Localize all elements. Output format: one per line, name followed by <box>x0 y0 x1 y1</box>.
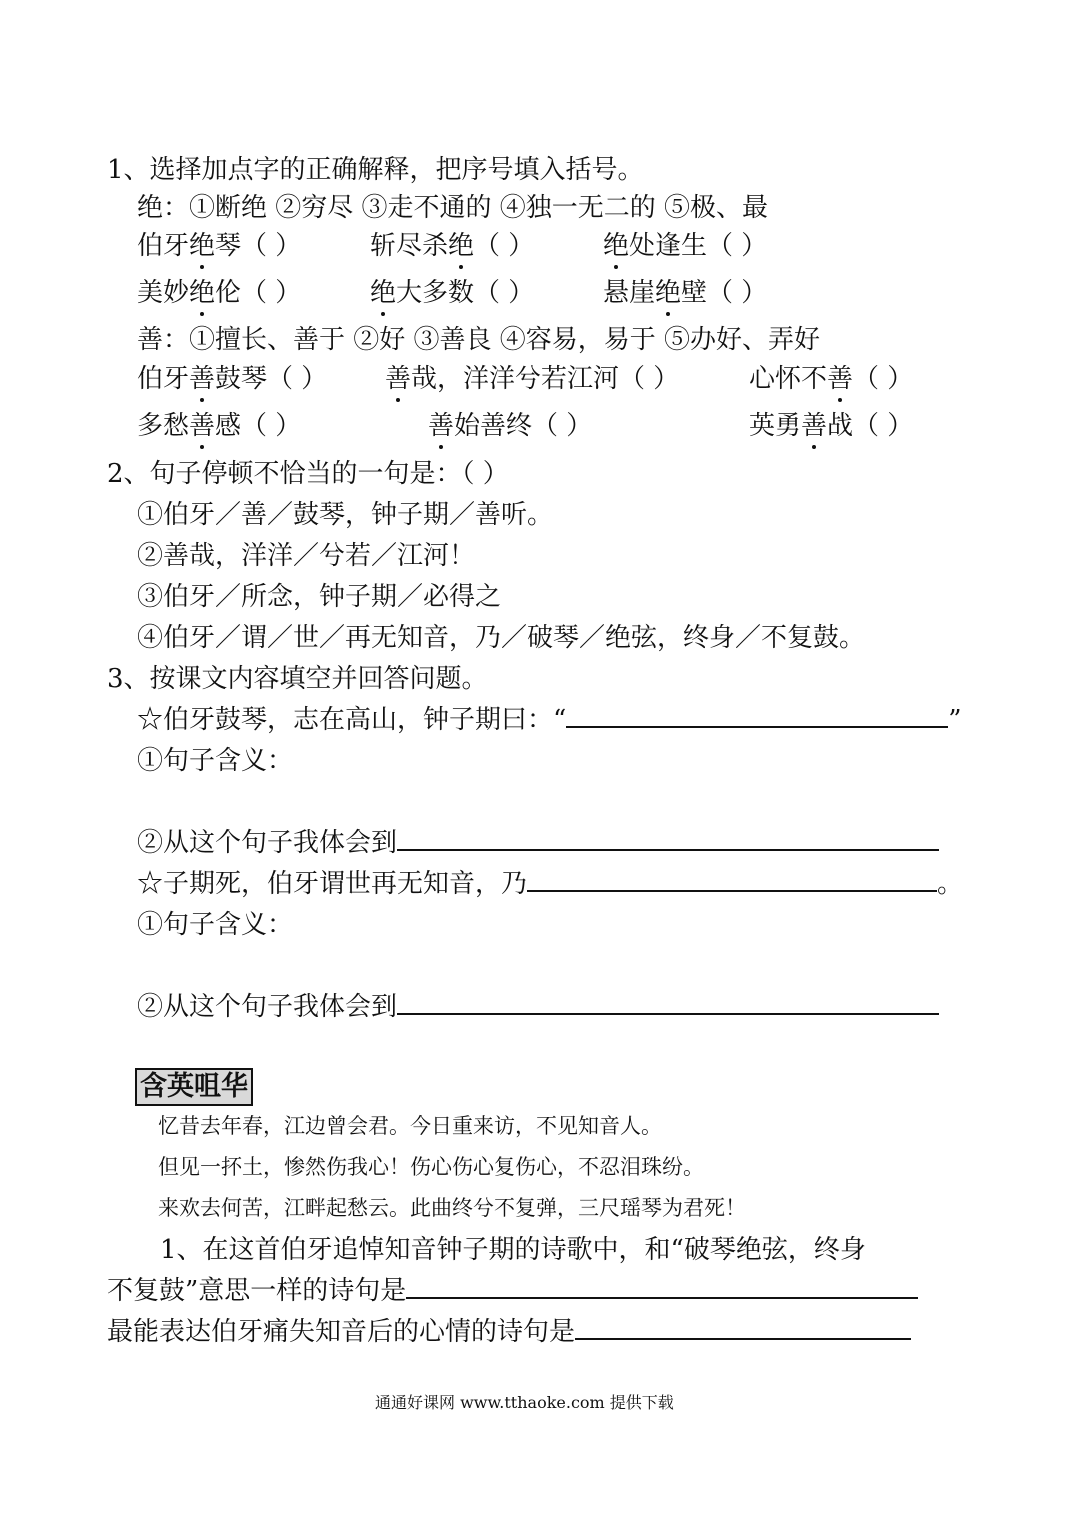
jue-definitions: 绝：①断绝 ②穷尽 ③走不通的 ④独一无二的 ⑤极、最 <box>137 193 769 223</box>
shan-item-2: 善哉，洋洋兮若江河（ ） <box>385 364 680 394</box>
section-q1-line-1: 1、在这首伯牙追悼知音钟子期的诗歌中，和“破琴绝弦，终身 <box>160 1235 866 1265</box>
poem-line-1: 忆昔去年春，江边曾会君。今日重来访，不见知音人。 <box>158 1114 662 1138</box>
poem-line-3: 来欢去何苦，江畔起愁云。此曲终兮不复弹，三尺瑶琴为君死！ <box>158 1196 746 1220</box>
q3-sentence-2: ☆子期死，伯牙谓世再无知音，乃 。 <box>137 869 964 899</box>
answer-blank[interactable] <box>527 870 937 892</box>
answer-blank[interactable] <box>575 1318 911 1340</box>
answer-blank[interactable] <box>397 829 939 851</box>
shan-item-6: 英勇善战（ ） <box>749 411 914 441</box>
jue-item-2: 斩尽杀绝（ ） <box>370 231 535 261</box>
shan-item-3: 心怀不善（ ） <box>749 364 914 394</box>
answer-blank[interactable] <box>397 993 939 1015</box>
q3-meaning-label-2: ①句子含义： <box>137 910 294 940</box>
q1-heading: 1、选择加点字的正确解释，把序号填入括号。 <box>107 155 644 185</box>
section-q1-line-3: 最能表达伯牙痛失知音后的心情的诗句是 <box>107 1315 911 1349</box>
q2-option-2: ②善哉，洋洋／兮若／江河！ <box>137 541 476 571</box>
shan-definitions: 善：①擅长、善于 ②好 ③善良 ④容易，易于 ⑤办好、弄好 <box>137 325 821 355</box>
shan-item-5: 善始善终（ ） <box>428 411 593 441</box>
jue-item-5: 绝大多数（ ） <box>370 278 535 308</box>
shan-item-4: 多愁善感（ ） <box>137 411 302 441</box>
jue-item-4: 美妙绝伦（ ） <box>137 278 302 308</box>
q2-option-3: ③伯牙／所念，钟子期／必得之 <box>137 582 502 612</box>
answer-blank[interactable] <box>566 706 948 728</box>
q2-heading: 2、句子停顿不恰当的一句是：（ ） <box>107 459 509 489</box>
q3-heading: 3、按课文内容填空并回答问题。 <box>107 664 488 694</box>
section-q1-line-2: 不复鼓”意思一样的诗句是 <box>107 1274 918 1308</box>
page-footer: 通通好课网 www.tthaoke.com 提供下载 <box>375 1393 674 1412</box>
shan-item-1: 伯牙善鼓琴（ ） <box>137 364 328 394</box>
answer-blank[interactable] <box>406 1277 918 1299</box>
section-title: 含英咀华 <box>135 1068 253 1106</box>
q2-option-4: ④伯牙／谓／世／再无知音，乃／破琴／绝弦，终身／不复鼓。 <box>137 623 866 653</box>
q3-sentence-1: ☆伯牙鼓琴，志在高山，钟子期曰：“ ” <box>137 705 962 735</box>
poem-line-2: 但见一抔土，惨然伤我心！伤心伤心复伤心，不忍泪珠纷。 <box>158 1155 704 1179</box>
q3-feel-label-1: ②从这个句子我体会到 <box>137 826 939 860</box>
jue-item-1: 伯牙绝琴（ ） <box>137 231 302 261</box>
q2-option-1: ①伯牙／善／鼓琴，钟子期／善听。 <box>137 500 554 530</box>
q3-feel-label-2: ②从这个句子我体会到 <box>137 990 939 1024</box>
jue-item-3: 绝处逢生（ ） <box>603 231 768 261</box>
q3-meaning-label-1: ①句子含义： <box>137 746 294 776</box>
jue-item-6: 悬崖绝壁（ ） <box>603 278 768 308</box>
